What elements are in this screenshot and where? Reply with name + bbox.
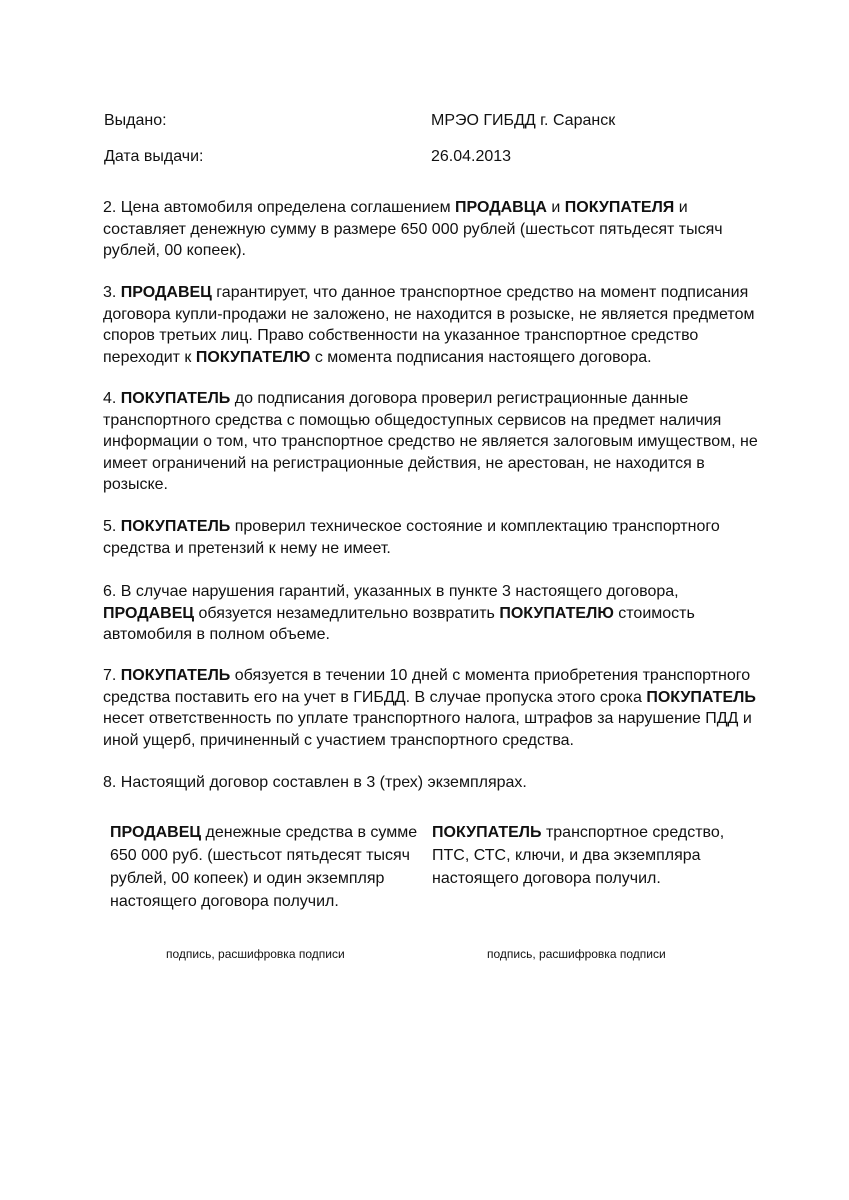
clause-5 [103, 516, 763, 559]
clause-7-buyer: ПОКУПАТЕЛЬ [120, 667, 231, 684]
clause-3-text: с момента подписания настоящего договора. [310, 348, 652, 366]
clause-3 [103, 282, 763, 368]
clause-7 [103, 665, 763, 751]
issued-label: Выдано: [104, 112, 167, 129]
clause-3-text: гарантирует, что данное транспортное средство на момент подписания договора купли-продажи не заложено, не находится в розыске, не является предметом споров третьих лиц. Право собственности на указанное транспортное средство переходит к [103, 284, 755, 366]
clause-7-text: обязуется в течении 10 дней с момента приобретения транспортного средства поставить его на учет в ГИБДД. В случае пропуска этого срока [103, 667, 751, 706]
clause-7-text: несет ответственность по уплате транспортного налога, штрафов за нарушение ПДД и иной ущерб, причиненный с участием транспортного средства. [103, 710, 752, 749]
clause-7-text: 7. [103, 667, 121, 684]
seller-receipt-party: ПРОДАВЕЦ [110, 824, 202, 841]
buyer-receipt-text: транспортное средство, ПТС, СТС, ключи, и два экземпляра настоящего договора получил. [432, 824, 725, 887]
seller-receipt [110, 821, 420, 913]
clause-3-text: 3. [103, 284, 121, 301]
clause-4-text: 4. [103, 390, 121, 407]
clause-3-seller: ПРОДАВЕЦ [120, 284, 212, 301]
issue-date-value: 26.04.2013 [431, 148, 512, 165]
clause-6-seller: ПРОДАВЕЦ [103, 604, 195, 622]
clause-2-text: и [546, 199, 565, 216]
buyer-signature-caption: подпись, расшифровка подписи [487, 947, 666, 961]
clause-7-buyer: ПОКУПАТЕЛЬ [646, 688, 756, 706]
clause-4-buyer: ПОКУПАТЕЛЬ [120, 390, 231, 407]
clause-3-buyer: ПОКУПАТЕЛЮ [195, 348, 311, 366]
clause-8 [103, 772, 763, 794]
clause-2-buyer: ПОКУПАТЕЛЯ [564, 199, 675, 216]
clause-6-text: 6. В случае нарушения гарантий, указанных в пункте 3 настоящего договора, [103, 583, 679, 600]
clause-4-text: до подписания договора проверил регистрационные данные транспортного средства с помощью общедоступных сервисов на предмет наличия информации о том, что транспортное средство не является залоговым имуществом, не имеет ограничений на регистрационные действия, не арестован, не находится в розыске. [103, 390, 758, 493]
clause-5-text: 5. [103, 518, 121, 535]
clause-2-seller: ПРОДАВЦА [455, 199, 547, 216]
clause-2-text: и составляет денежную сумму в размере 650 000 рублей (шестьсот пятьдесят тысяч рублей, 00 копеек). [103, 199, 723, 259]
issue-date-row [104, 146, 512, 168]
buyer-receipt [432, 821, 742, 890]
clause-8-text: 8. Настоящий договор составлен в 3 (трех) экземплярах. [103, 774, 527, 791]
clause-5-text: проверил техническое состояние и комплектацию транспортного средства и претензий к нему не имеет. [103, 518, 720, 557]
clause-2 [103, 197, 763, 262]
seller-receipt-text: денежные средства в сумме 650 000 руб. (шестьсот пятьдесят тысяч рублей, 00 копеек) и один экземпляр настоящего договора получил. [110, 824, 418, 910]
issued-value: МРЭО ГИБДД г. Саранск [431, 112, 616, 129]
clause-6-buyer: ПОКУПАТЕЛЮ [499, 604, 614, 622]
clause-5-buyer: ПОКУПАТЕЛЬ [120, 518, 231, 535]
clause-6-text: стоимость автомобиля в полном объеме. [103, 604, 695, 643]
clause-2-text: 2. Цена автомобиля определена соглашением [103, 199, 456, 216]
issued-row [104, 110, 616, 132]
issue-date-label: Дата выдачи: [104, 148, 204, 165]
clause-6 [103, 581, 763, 646]
buyer-receipt-party: ПОКУПАТЕЛЬ [432, 824, 542, 841]
seller-signature-caption: подпись, расшифровка подписи [166, 947, 345, 961]
clause-6-text: обязуется незамедлительно возвратить [194, 604, 500, 622]
clause-4 [103, 388, 763, 496]
